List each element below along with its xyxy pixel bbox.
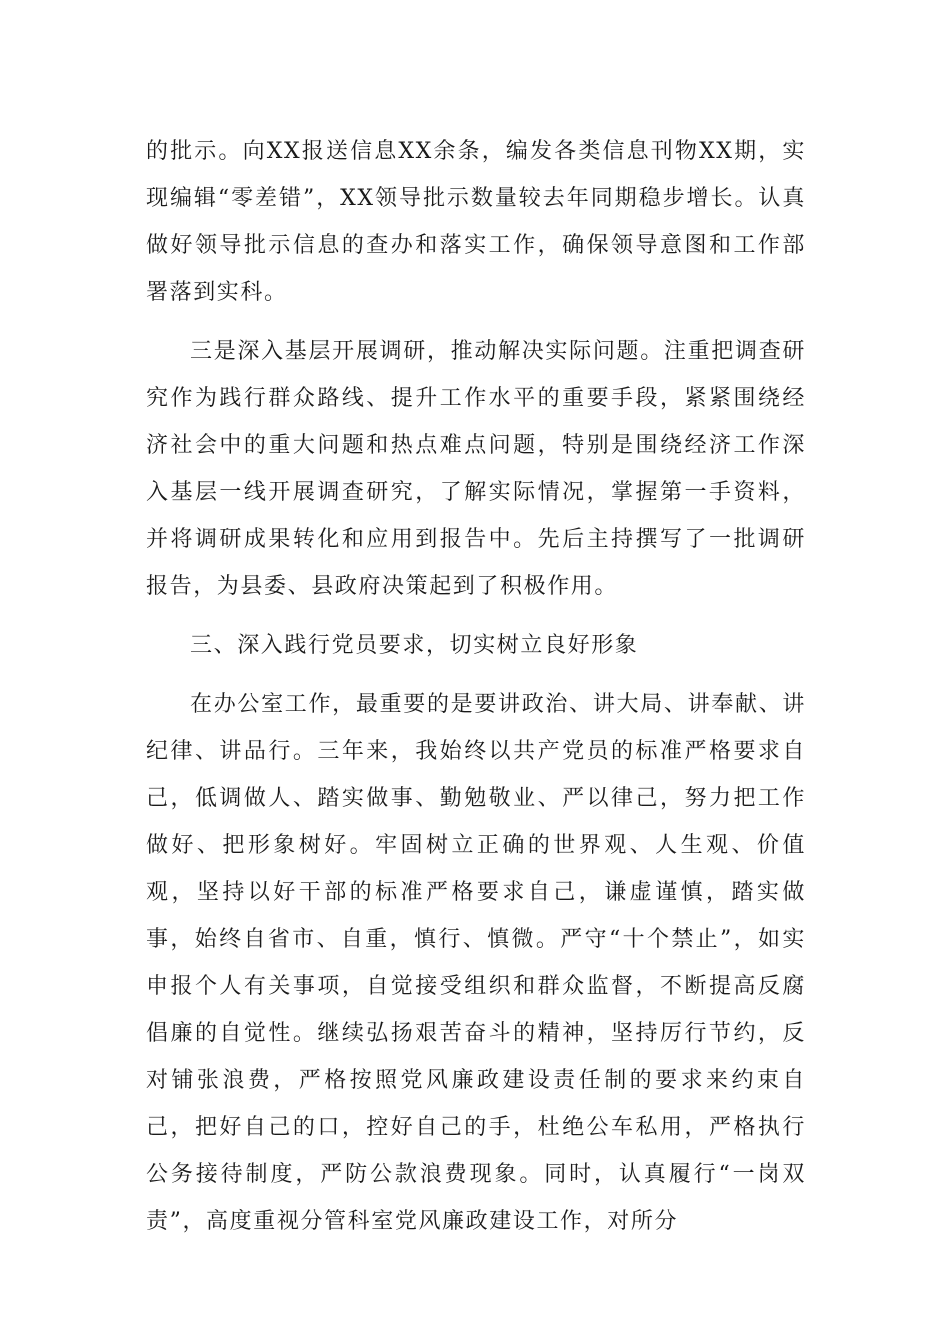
section-heading: 三、深入践行党员要求，切实树立良好形象 <box>190 633 639 658</box>
document-body <box>146 128 806 1257</box>
research-paragraph: 三是深入基层开展调研，推动解决实际问题。注重把调查研究作为践行群众路线、提升工作水平的重要手段，紧紧围绕经济社会中的重大问题和热点难点问题，特别是围绕经济工作深入基层一线开展调查研究，了解实际情况，掌握第一手资料，并将调研成果转化和应用到报告中。先后主持撰写了一批调研报告，为县委、县政府决策起到了积极作用。 <box>146 339 806 599</box>
party-conduct-paragraph: 在办公室工作，最重要的是要讲政治、讲大局、讲奉献、讲纪律、讲品行。三年来，我始终以共产党员的标准严格要求自己，低调做人、踏实做事、勤勉敬业、严以律己，努力把工作做好、把形象树好。牢固树立正确的世界观、人生观、价值观，坚持以好干部的标准严格要求自己，谦虚谨慎，踏实做事，始终自省市、自重，慎行、慎微。严守“十个禁止”，如实申报个人有关事项，自觉接受组织和群众监督，不断提高反腐倡廉的自觉性。继续弘扬艰苦奋斗的精神，坚持厉行节约，反对铺张浪费，严格按照党风廉政建设责任制的要求来约束自己，把好自己的口，控好自己的手，杜绝公车私用，严格执行公务接待制度，严防公款浪费现象。同时，认真履行“一岗双责”，高度重视分管科室党风廉政建设工作，对所分 <box>146 692 806 1234</box>
continuation-paragraph: 的批示。向XX报送信息XX余条，编发各类信息刊物XX期，实现编辑“零差错”，XX领导批示数量较去年同期稳步增长。认真做好领导批示信息的查办和落实工作，确保领导意图和工作部署落到实科。 <box>146 139 806 305</box>
